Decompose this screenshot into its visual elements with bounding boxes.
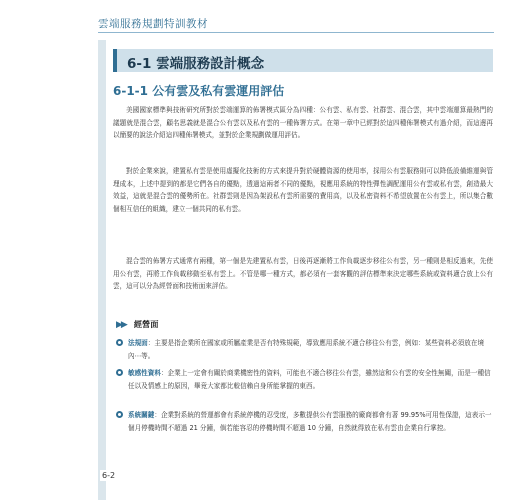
bullet-item-sensitive-data [128,367,493,392]
paragraph-deployment: 混合雲的佈署方式通常有兩種，第一個是先建置私有雲，日後再逐漸將工作負載逐步移往公有雲，另一種則是相反過來，先使用公有雲，再將工作負載移動至私有雲上。不管是哪一種方式，都必須有一套客觀的評估標準來決定哪些系統或資料適合放上公有雲，這可以分為經營面和技術面來評估。 [113,257,493,291]
bullet-term: 敏感性資料 [128,369,161,377]
paragraph-enterprise: 對於企業來說，建置私有雲是使用虛擬化技術的方式來提升對於硬體資源的使用率，採用公有雲服務則可以降低設備維運與管理成本，上述中提到的都是它們各自的優點，透過這兩者不同的優點，視應用系統的特性彈性調配運用公有雲或私有雲，創造最大效益，這就是混合雲的優勢所在。社群雲則是因為架設私有雲所需要的費用高，以及私密資料不希望放置在公有雲上，所以集合數個相互信任的組織，建立一個共同的私有雲。 [113,167,493,213]
header-divider [98,32,494,33]
bullet-circle-icon [116,411,123,418]
bullet-item-regulation [128,337,493,362]
bullet-text: ：企業對系統的營運都會有系統停機的忍受度，多數提供公有雲服務的廠商都會有著 99.95%可用性保證，這表示一個月停機時間不超過 21 分鐘，倘若能容忍的停機時間不超過 10 分鐘，自然就得放在私有雲由企業自行掌控。 [128,411,492,432]
bullet-text: ：主要是指企業所在國家或所屬產業是否有特殊規範，導致應用系統不適合移往公有雲，例如：某些資料必須放在境內⋯等。 [128,339,485,360]
chapter-title-bar [113,49,493,72]
section-title: 6-1-1 公有雲及私有雲運用評估 [113,84,285,98]
running-header: 雲端服務規劃特訓教材 [98,18,208,30]
subsection-heading [116,319,158,330]
bullet-text: ：企業上一定會有關於商業機密性的資料，可能也不適合移往公有雲，雖然這和公有雲的安全性無關，而是一種信任以及情感上的原因，畢竟大家都比較信賴自身所能掌握的東西。 [128,369,491,390]
bullet-circle-icon [116,369,123,376]
chapter-title: 6-1 雲端服務設計概念 [127,56,265,72]
double-arrow-icon: ▶▶ [116,319,126,330]
bullet-term: 系統關鍵 [128,411,155,419]
left-margin-band [98,40,106,500]
bullet-circle-icon [116,339,123,346]
bullet-item-system-critical [128,409,493,434]
page-number: 6-2 [102,471,116,480]
subsection-label: 經營面 [133,319,159,329]
bullet-term: 法規面 [128,339,148,347]
paragraph-intro: 美國國家標準與技術研究所對於雲端運算的佈署模式區分為四種：公有雲、私有雲、社群雲、混合雲，其中雲端運算最熱門的議題就是混合雲，顧名思義就是混合公有雲以及私有雲的一種佈署方式。在第一章中已經對於這四種佈署模式有過介紹，而這邊再以簡要的說法介紹這四種佈署模式，並對於企業規劃做運用評估。 [113,106,493,140]
